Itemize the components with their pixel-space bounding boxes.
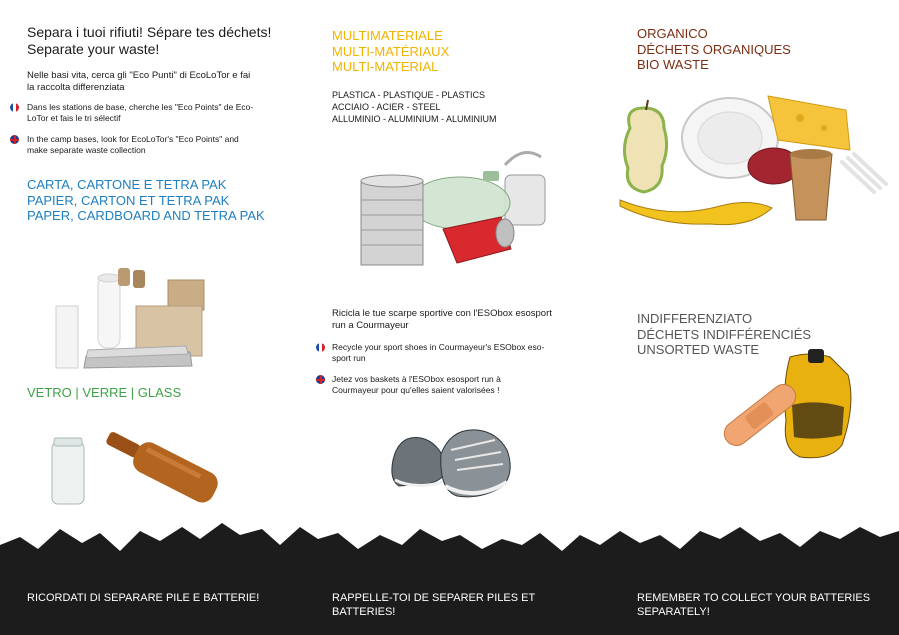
footer-english-text	[637, 591, 870, 619]
french-text	[27, 102, 253, 124]
unsorted-heading-line-1: INDIFFERENZIATO	[637, 311, 753, 326]
glass-heading: VETRO | VERRE | GLASS	[27, 385, 182, 400]
footer-italian-text	[27, 591, 259, 605]
paper-heading-line-2: PAPIER, CARTON ET TETRA PAK	[27, 192, 230, 208]
shoes-english-text	[332, 374, 501, 396]
shoes-uk-flag-icon	[316, 375, 325, 384]
uk-flag-icon	[10, 135, 19, 144]
organic-heading-line-3: BIO WASTE	[637, 57, 709, 72]
footer-french-line-2: BATTERIES!	[332, 606, 396, 618]
multimaterial-item-plastic: PLASTICA - PLASTIQUE - PLASTICS	[332, 90, 486, 100]
paper-heading-line-1: CARTA, CARTONE E TETRA PAK	[27, 177, 227, 192]
shoes-line-2: run a Courmayeur	[332, 320, 409, 331]
english-line-1: In the camp bases, look for EcoLoTor's "Eco Points" and	[27, 134, 239, 144]
footer-french-text	[332, 591, 535, 619]
footer-english-line-1: REMEMBER TO COLLECT YOUR BATTERIES	[637, 592, 871, 604]
shoes-french-line-1: Recycle your sport shoes in Courmayeur's ESObox eso-	[332, 342, 545, 352]
organic-heading-line-1: ORGANICO	[637, 26, 708, 41]
shoes-line-1: Ricicla le tue scarpe sportive con l'ESObox esosport	[332, 308, 552, 319]
multimaterial-heading-line-3: MULTI-MATERIAL	[332, 59, 439, 74]
multimaterial-heading-line-2: MULTI-MATÉRIAUX	[332, 43, 450, 59]
multimaterial-waste-image	[355, 145, 555, 270]
paper-waste-image	[40, 258, 220, 373]
french-line-1: Dans les stations de base, cherche les "Eco Points" de Eco-	[27, 102, 254, 112]
english-line-2: make separate waste collection	[27, 145, 146, 155]
shoes-english-line-2: Courmayeur pour qu'elles saient valorisées !	[332, 385, 500, 395]
organic-heading-line-2: DÉCHETS ORGANIQUES	[637, 41, 791, 57]
shoes-french-text	[332, 342, 544, 364]
shoes-english-line-1: Jetez vos baskets à l'ESObox esosport run à	[332, 374, 501, 384]
paper-heading-line-3: PAPER, CARDBOARD AND TETRA PAK	[27, 208, 265, 223]
glass-waste-image	[40, 420, 225, 515]
paper-heading	[27, 177, 265, 224]
footer-french-line-1: RAPPELLE-TOI DE SEPARER PILES ET	[332, 592, 536, 604]
shoes-french-line-2: sport run	[332, 353, 366, 363]
unsorted-heading-line-2: DÉCHETS INDIFFÉRENCIÉS	[637, 326, 812, 342]
multimaterial-heading	[332, 28, 449, 75]
main-title-line-2: Separate your waste!	[27, 41, 160, 57]
main-title	[27, 24, 271, 58]
shoes-french-flag-icon	[316, 343, 325, 352]
unsorted-heading-line-3: UNSORTED WASTE	[637, 342, 760, 357]
multimaterial-heading-line-1: MULTIMATERIALE	[332, 28, 443, 43]
intro-line-2: la raccolta differenziata	[27, 82, 125, 93]
organic-waste-image	[610, 88, 890, 238]
french-flag-icon	[10, 103, 19, 112]
multimaterial-item-aluminium: ALLUMINIO - ALUMINIUM - ALUMINIUM	[332, 114, 497, 124]
intro-line-1: Nelle basi vita, cerca gli "Eco Punti" di EcoLoTor e fai	[27, 70, 251, 81]
multimaterial-list	[332, 89, 497, 125]
organic-heading	[637, 26, 791, 73]
sport-shoes-image	[385, 420, 520, 505]
footer-english-line-2: SEPARATELY!	[637, 606, 710, 618]
footer-italian-line-1: RICORDATI DI SEPARARE PILE E BATTERIE!	[27, 592, 260, 604]
intro-text	[27, 70, 250, 94]
french-line-2: LoTor et fais le tri sélectif	[27, 113, 121, 123]
english-text	[27, 134, 239, 156]
unsorted-waste-image	[720, 345, 870, 465]
shoes-text	[332, 308, 552, 332]
main-title-line-1: Separa i tuoi rifiuti! Sépare tes déchets!	[27, 24, 272, 40]
multimaterial-item-steel: ACCIAIO - ACIER - STEEL	[332, 102, 441, 112]
